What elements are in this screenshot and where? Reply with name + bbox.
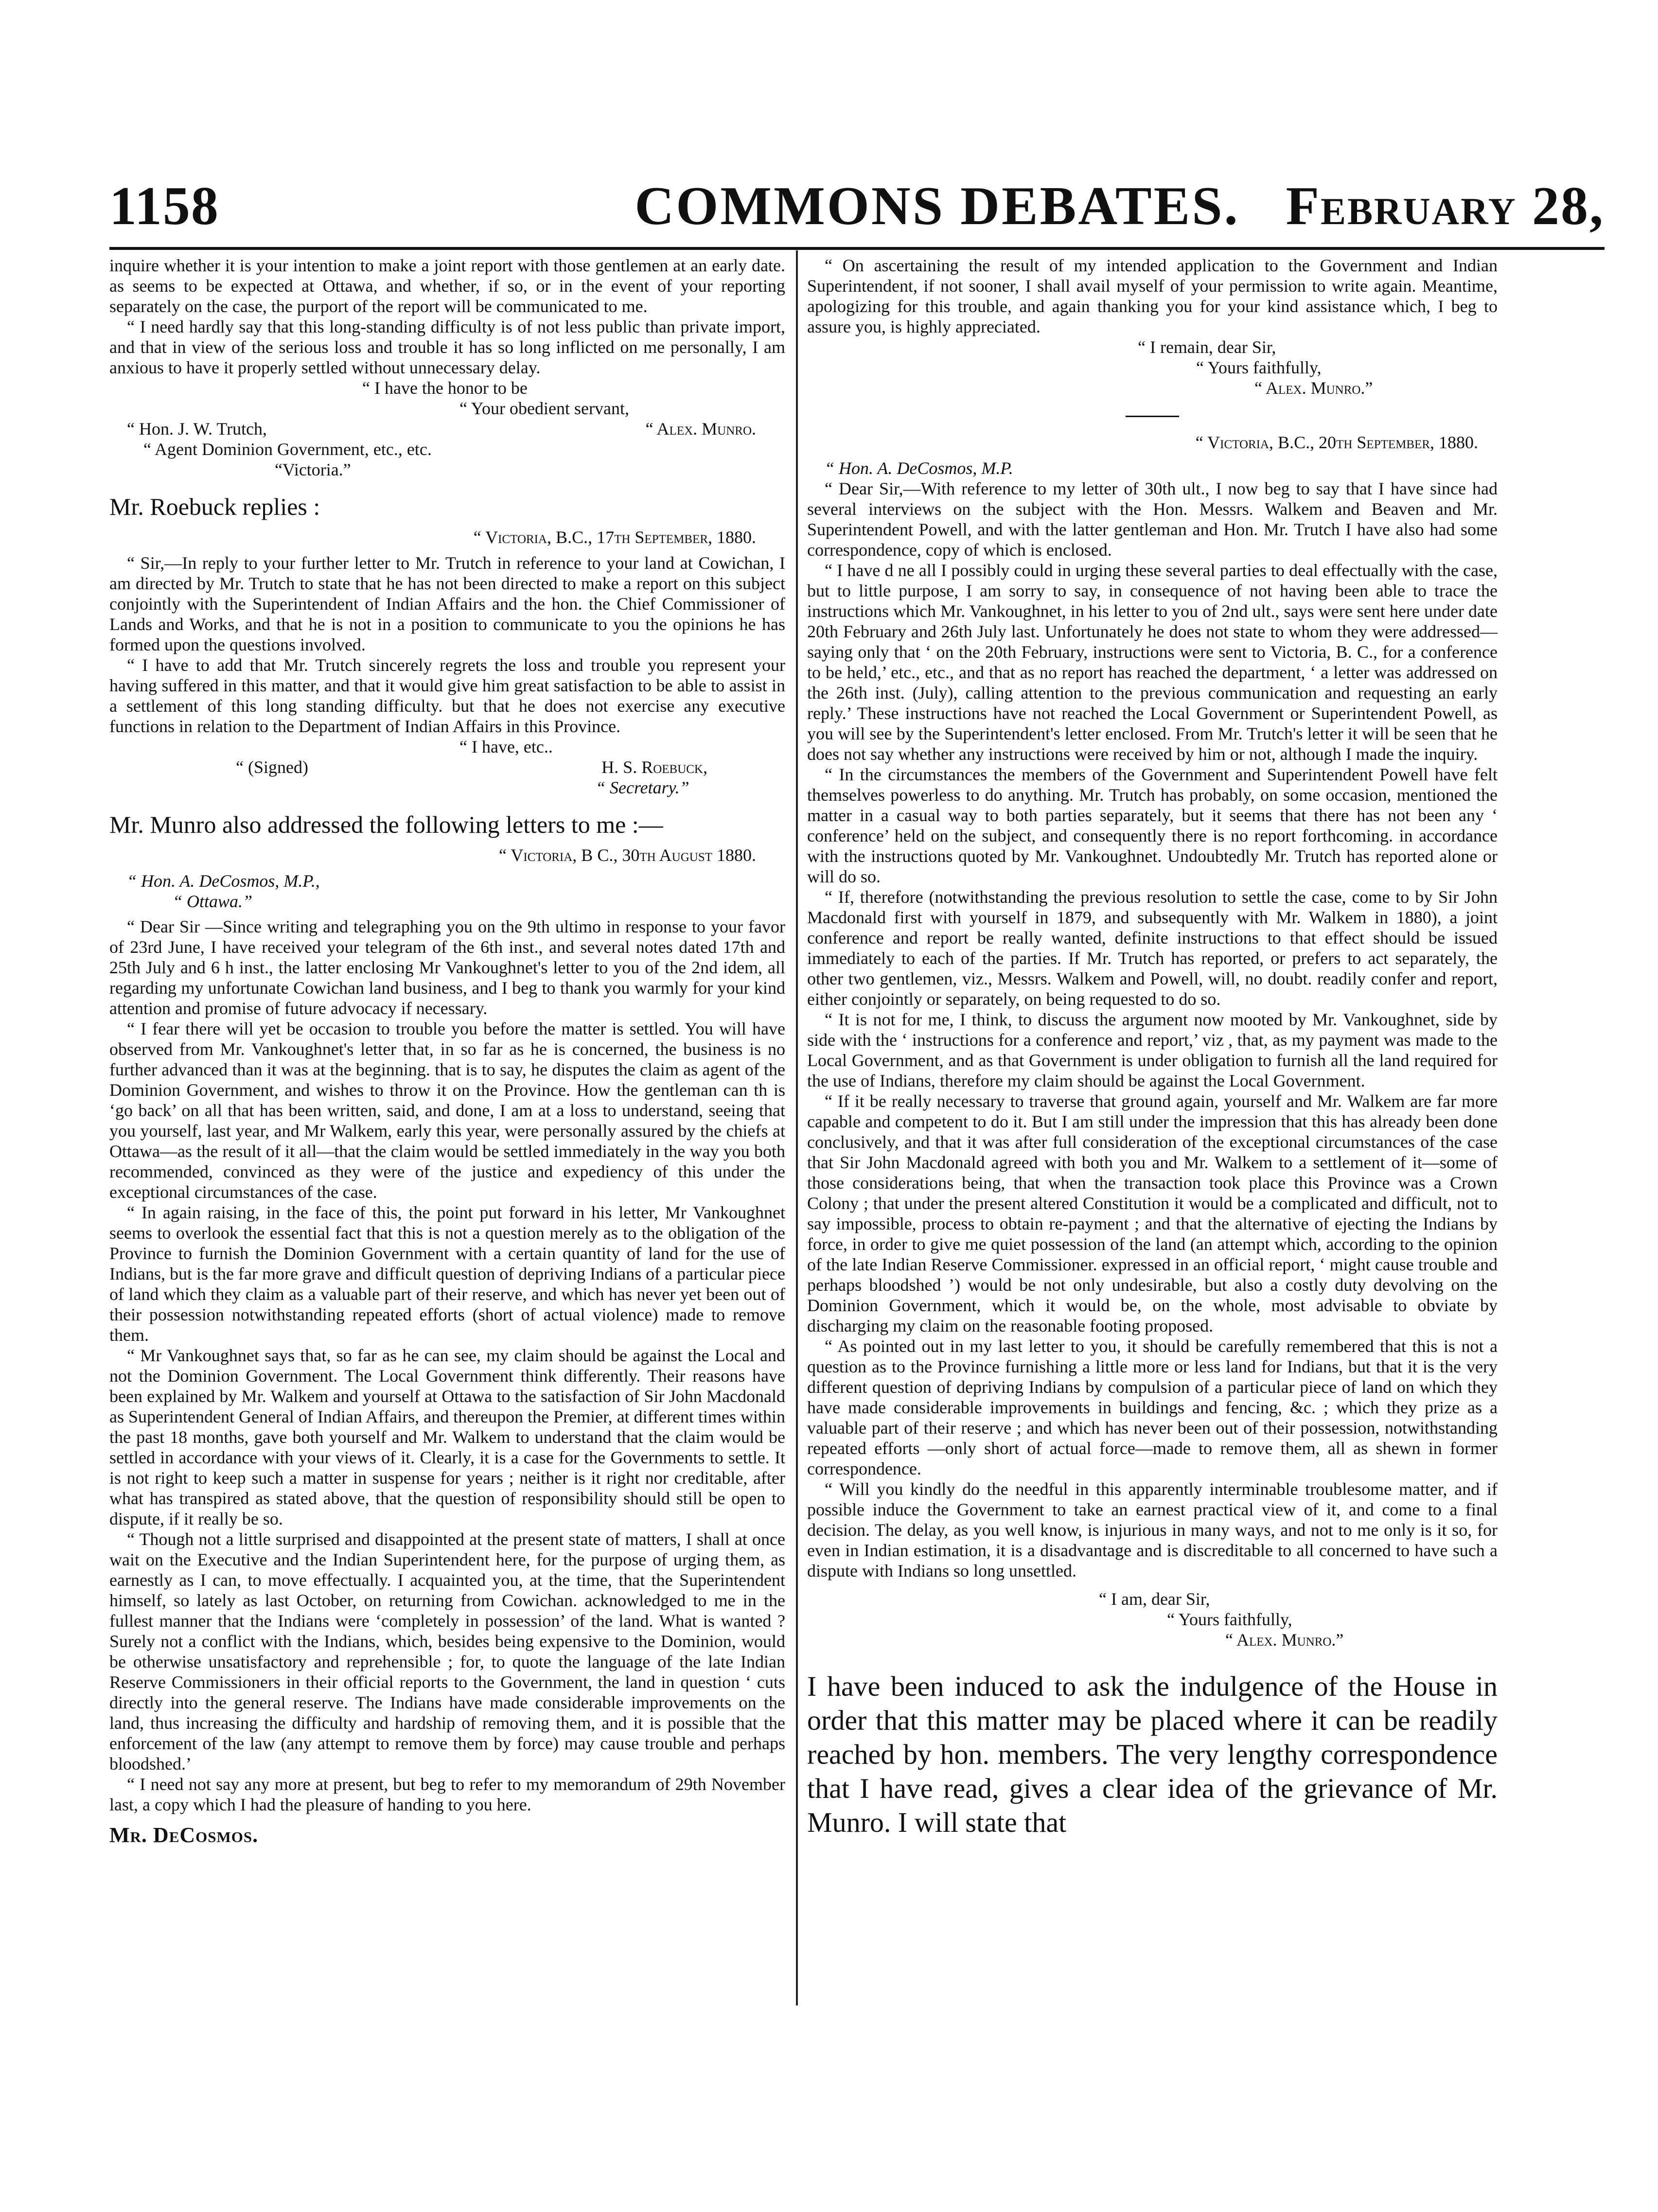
addressee: “ Hon. A. DeCosmos, M.P., xyxy=(127,871,320,891)
page-header xyxy=(109,175,1605,248)
paragraph: “ I have to add that Mr. Trutch sincerely regrets the loss and trouble you represent your having suffered in this matter, and that it would give him great satisfaction to be able to assist in a settlement of this long standing difficulty. but that he does not exercise any executive functions in relation to the Department of Indian Affairs in this Province. xyxy=(109,655,785,736)
paragraph: “ In the circumstances the members of the Government and Superintendent Powell have felt themselves powerless to do anything. Mr. Trutch has probably, on some occasion, mentioned the matter in a casual way to both parties separately, but it seems that there has not been any ‘ conference’ held on the subject, and consequently there is no report forthcoming. in accordance with the instructions quoted by Mr. Vankoughnet. Undoubtedly Mr. Trutch has reported alone or will do so. xyxy=(807,765,1498,886)
header-rule xyxy=(109,247,1605,250)
paragraph: “ I need hardly say that this long-standing difficulty is of not less public than private import, and that in view of the serious loss and trouble it has so long inflicted on me personally, I am anxious to have it properly settled without unnecessary delay. xyxy=(109,317,785,377)
signature-line: “ I am, dear Sir, xyxy=(1099,1589,1210,1609)
signatory: “ Alex. Munro. xyxy=(645,419,756,439)
signed-label: “ (Signed) xyxy=(236,757,308,777)
addressee: “ Ottawa.” xyxy=(173,892,253,911)
paragraph: “ It is not for me, I think, to discuss the argument now mooted by Mr. Vankoughnet, side by side with the ‘ instructions for a conference and report,’ viz , that, as my payment was made to the Local Government, and as that Government is under obligation to furnish all the land required for the use of Indians, therefore my claim should be against the Local Government. xyxy=(807,1010,1498,1090)
signature-line: “ Alex. Munro.” xyxy=(1225,1630,1344,1650)
paragraph: “ Dear Sir,—With reference to my letter of 30th ult., I now beg to say that I have since had several interviews on the subject with the Hon. Messrs. Walkem and Beaven and Mr. Superintendent Powell, and with the latter gentleman and Hon. Mr. Trutch I have also had some correspondence, copy of which is enclosed. xyxy=(807,479,1498,560)
signature-line: “ Yours faithfully, xyxy=(1196,358,1322,377)
paragraph: “ I fear there will yet be occasion to trouble you before the matter is settled. You will have observed from Mr. Vankoughnet's letter that, in so far as he is concerned, the business is no further advanced than it was at the beginning. that is to say, he disputes the claim as agent of the Dominion Government, and wishes to throw it on the Province. How the gentleman can th is ‘go back’ on all that has been written, said, and done, I am at a loss to understand, seeing that you yourself, last year, and Mr Walkem, early this year, were personally assured by the chiefs at Ottawa—as the result of it all—that the claim would be settled immediately in the way you both recommended, convinced as they were of the justice and expediency of this under the exceptional circumstances of the case. xyxy=(109,1019,785,1202)
address-line: “Victoria.” xyxy=(275,460,351,479)
left-column xyxy=(109,255,785,1849)
page-number: 1158 xyxy=(109,176,219,236)
speaker-name: Mr. DeCosmos. xyxy=(109,1823,259,1847)
column-divider xyxy=(796,250,798,2005)
section-heading: Mr. Roebuck replies : xyxy=(109,493,320,520)
paragraph: inquire whether it is your intention to make a joint report with those gentlemen at an early date. as seems to be expected at Ottawa, and whether, if so, or in the event of your reporting separately on the case, the purport of the report will be communicated to me. xyxy=(109,256,785,316)
signature-line: “ I remain, dear Sir, xyxy=(1138,337,1276,357)
paragraph: “ Mr Vankoughnet says that, so far as he can see, my claim should be against the Local and not the Dominion Government. The Local Government think differently. Their reasons have been explained by Mr. Walkem and yourself at Ottawa to the satisfaction of Sir John Macdonald as Superintendent General of Indian Affairs, and thereupon the Premier, at different times within the past 18 months, gave both yourself and Mr. Walkem to understand that the claim would be settled in accordance with your views of it. Clearly, it is a case for the Governments to settle. It is not right to keep such a matter in suspense for years ; neither is it right nor creditable, after what has transpired as stated above, that the question of responsibility should still be open to dispute, if it really be so. xyxy=(109,1346,785,1528)
letter-date: “ Victoria, B.C., 20th September, 1880. xyxy=(1195,433,1478,452)
signature-line: “ Yours faithfully, xyxy=(1167,1610,1292,1629)
signatory: H. S. Roebuck, xyxy=(601,757,707,777)
paragraph: “ In again raising, in the face of this, the point put forward in his letter, Mr Vankoughnet seems to overlook the essential fact that this is not a question merely as to the obligation of the Province to furnish the Dominion Government with a certain quantity of land for the use of Indians, but is the far more grave and difficult question of depriving Indians of a particular piece of land which they claim as a valuable part of their reserve, and which has never yet been out of their possession notwithstanding repeated efforts (short of actual violence) made to remove them. xyxy=(109,1203,785,1345)
paragraph: “ Will you kindly do the needful in this apparently interminable troublesome matter, and if possible induce the Government to take an earnest practical view of it, and come to a final decision. The delay, as you well know, is injurious in many ways, and not to me only is it so, for even in Indian estimation, it is a disadvantage and is discreditable to all concerned to have such a dispute with Indians so long unsettled. xyxy=(807,1479,1498,1580)
paragraph: “ As pointed out in my last letter to you, it should be carefully remembered that this is not a question as to the Province furnishing a little more or less land for Indians, but that it is the very different question of depriving Indians by compulsion of a particular piece of land on which they have made considerable improvements in buildings and fencing, &c. ; which they prize as a valuable part of their reserve ; and which has never been out of their possession, notwithstanding repeated efforts —only short of actual force—made to remove them, all as shewn in former correspondence. xyxy=(807,1336,1498,1478)
paragraph: “ If it be really necessary to traverse that ground again, yourself and Mr. Walkem are far more capable and competent to do it. But I am still under the impression that this has already been done conclusively, and that it was after full consideration of the exceptional circumstances of the case that Sir John Macdonald agreed with both you and Mr. Walkem to a settlement of it—some of those considerations being, that when the transaction took place this Province was a Crown Colony ; that under the present altered Constitution it would be a complicated and difficult, not to say impossible, process to obtain re-payment ; and that the alternative of ejecting the Indians by force, in order to give me quiet possession of the land (an attempt which, according to the opinion of the late Indian Reserve Commissioner. expressed in an official report, ‘ might cause trouble and perhaps bloodshed ’) would be not only undesirable, but also a costly duty devolving on the Dominion Government, which it would be, on the whole, most advisable to obviate by discharging my claim on the reasonable footing proposed. xyxy=(807,1091,1498,1335)
paragraph: “ I have d ne all I possibly could in urging these several parties to deal effectually with the case, but to little purpose, I am sorry to say, in consequence of not having been able to trace the instructions which Mr. Vankoughnet, in his letter to you of 2nd ult., says were sent here under date 20th February and 26th July last. Unfortunately he does not state to whom they were addressed—saying only that ‘ on the 20th February, instructions were sent to Victoria, B. C., for a conference to be held,’ etc., etc., and that as no report has reached the department, ‘ a letter was addressed on the 26th inst. (July), calling attention to the previous communication and requesting an early reply.’ These instructions have not reached the Local Government or Superintendent Powell, as you will see by the Superintendent's letter enclosed. From Mr. Trutch's letter it will be seen that he does not say whether any instructions were received by him or not, although I made the inquiry. xyxy=(807,561,1498,764)
section-heading: Mr. Munro also addressed the following letters to me :— xyxy=(109,811,663,838)
right-column xyxy=(807,255,1498,1840)
publication-title: COMMONS DEBATES. xyxy=(635,176,1240,236)
separator-rule xyxy=(1126,416,1179,417)
paragraph: “ Dear Sir —Since writing and telegraphing you on the 9th ultimo in response to your favor of 23rd June, I have received your telegram of the 6th inst., and several notes dated 17th and 25th July and 6 h inst., the latter enclosing Mr Vankoughnet's letter to you of the 2nd idem, all regarding my unfortunate Cowichan land business, and I beg to thank you warmly for your kind attention and promise of future advocacy if necessary. xyxy=(109,917,785,1018)
signature-line: “ Secretary.” xyxy=(596,778,689,797)
paragraph: “ Though not a little surprised and disappointed at the present state of matters, I shall at once wait on the Executive and the Indian Superintendent here, for the purpose of urging them, as earnestly as I can, to move effectually. I acquainted you, at the time, that the Superintendent himself, so lately as last October, on returning from Cowichan. acknowledged to me in the fullest manner that the Indians were ‘completely in possession’ of the land. What is wanted ? Surely not a conflict with the Indians, which, besides being expensive to the Dominion, would be otherwise unsatisfactory and reprehensible ; for, to quote the language of the late Indian Reserve Commissioners in their official reports to the Government, the land in question ‘ cuts directly into the general reserve. The Indians have made considerable improvements on the land, thus increasing the difficulty and hardship of removing them, and it is possible that the enforcement of the law (any attempt to remove them by force) may cause trouble and perhaps bloodshed.’ xyxy=(109,1529,785,1773)
signature-line xyxy=(109,757,785,777)
header-date: February 28, xyxy=(1286,176,1605,236)
address-line: “ Agent Dominion Government, etc., etc. xyxy=(143,439,432,459)
letter-date: “ Victoria, B C., 30th August 1880. xyxy=(499,845,756,865)
signature-line: “ Alex. Munro.” xyxy=(1254,378,1373,398)
address-line xyxy=(109,419,785,439)
addressee: “ Hon. A. DeCosmos, M.P. xyxy=(825,458,1013,478)
paragraph: “ On ascertaining the result of my intended application to the Government and Indian Superintendent, if not sooner, I shall avail myself of your permission to write again. Meantime, apologizing for this trouble, and again thanking you for your kind assistance which, I beg to assure you, is highly appreciated. xyxy=(807,256,1498,336)
paragraph: “ I need not say any more at present, but beg to refer to my memorandum of 29th November last, a copy which I had the pleasure of handing to you here. xyxy=(109,1774,785,1814)
letter-date: “ Victoria, B.C., 17th September, 1880. xyxy=(473,527,756,547)
paragraph: “ If, therefore (notwithstanding the previous resolution to settle the case, come to by Sir John Macdonald first with yourself in 1879, and subsequently with Mr. Walkem in 1880), a joint conference and report be really wanted, definite instructions to that effect should be issued immediately to each of the parties. If Mr. Trutch has reported, or prefers to act separately, the other two gentlemen, viz., Messrs. Walkem and Powell, will, no doubt. readily confer and report, either conjointly or separately, on being requested to do so. xyxy=(807,887,1498,1009)
paragraph: “ Sir,—In reply to your further letter to Mr. Trutch in reference to your land at Cowichan, I am directed by Mr. Trutch to state that he has not been directed to make a report on this subject conjointly with the Superintendent of Indian Affairs and the hon. the Chief Commissioner of Lands and Works, and that he is not in a position to communicate to you the opinions he has formed upon the questions involved. xyxy=(109,553,785,654)
signature-line: “ I have the honor to be xyxy=(362,378,528,398)
signature-line: “ I have, etc.. xyxy=(459,737,553,756)
signature-line: “ Your obedient servant, xyxy=(459,399,629,418)
speech-paragraph: I have been induced to ask the indulgence of the House in order that this matter may be placed where it can be readily reached by hon. members. The very lengthy correspondence that I have read, gives a clear idea of the grievance of Mr. Munro. I will state that xyxy=(807,1670,1498,1838)
addressee: “ Hon. J. W. Trutch, xyxy=(127,419,267,439)
